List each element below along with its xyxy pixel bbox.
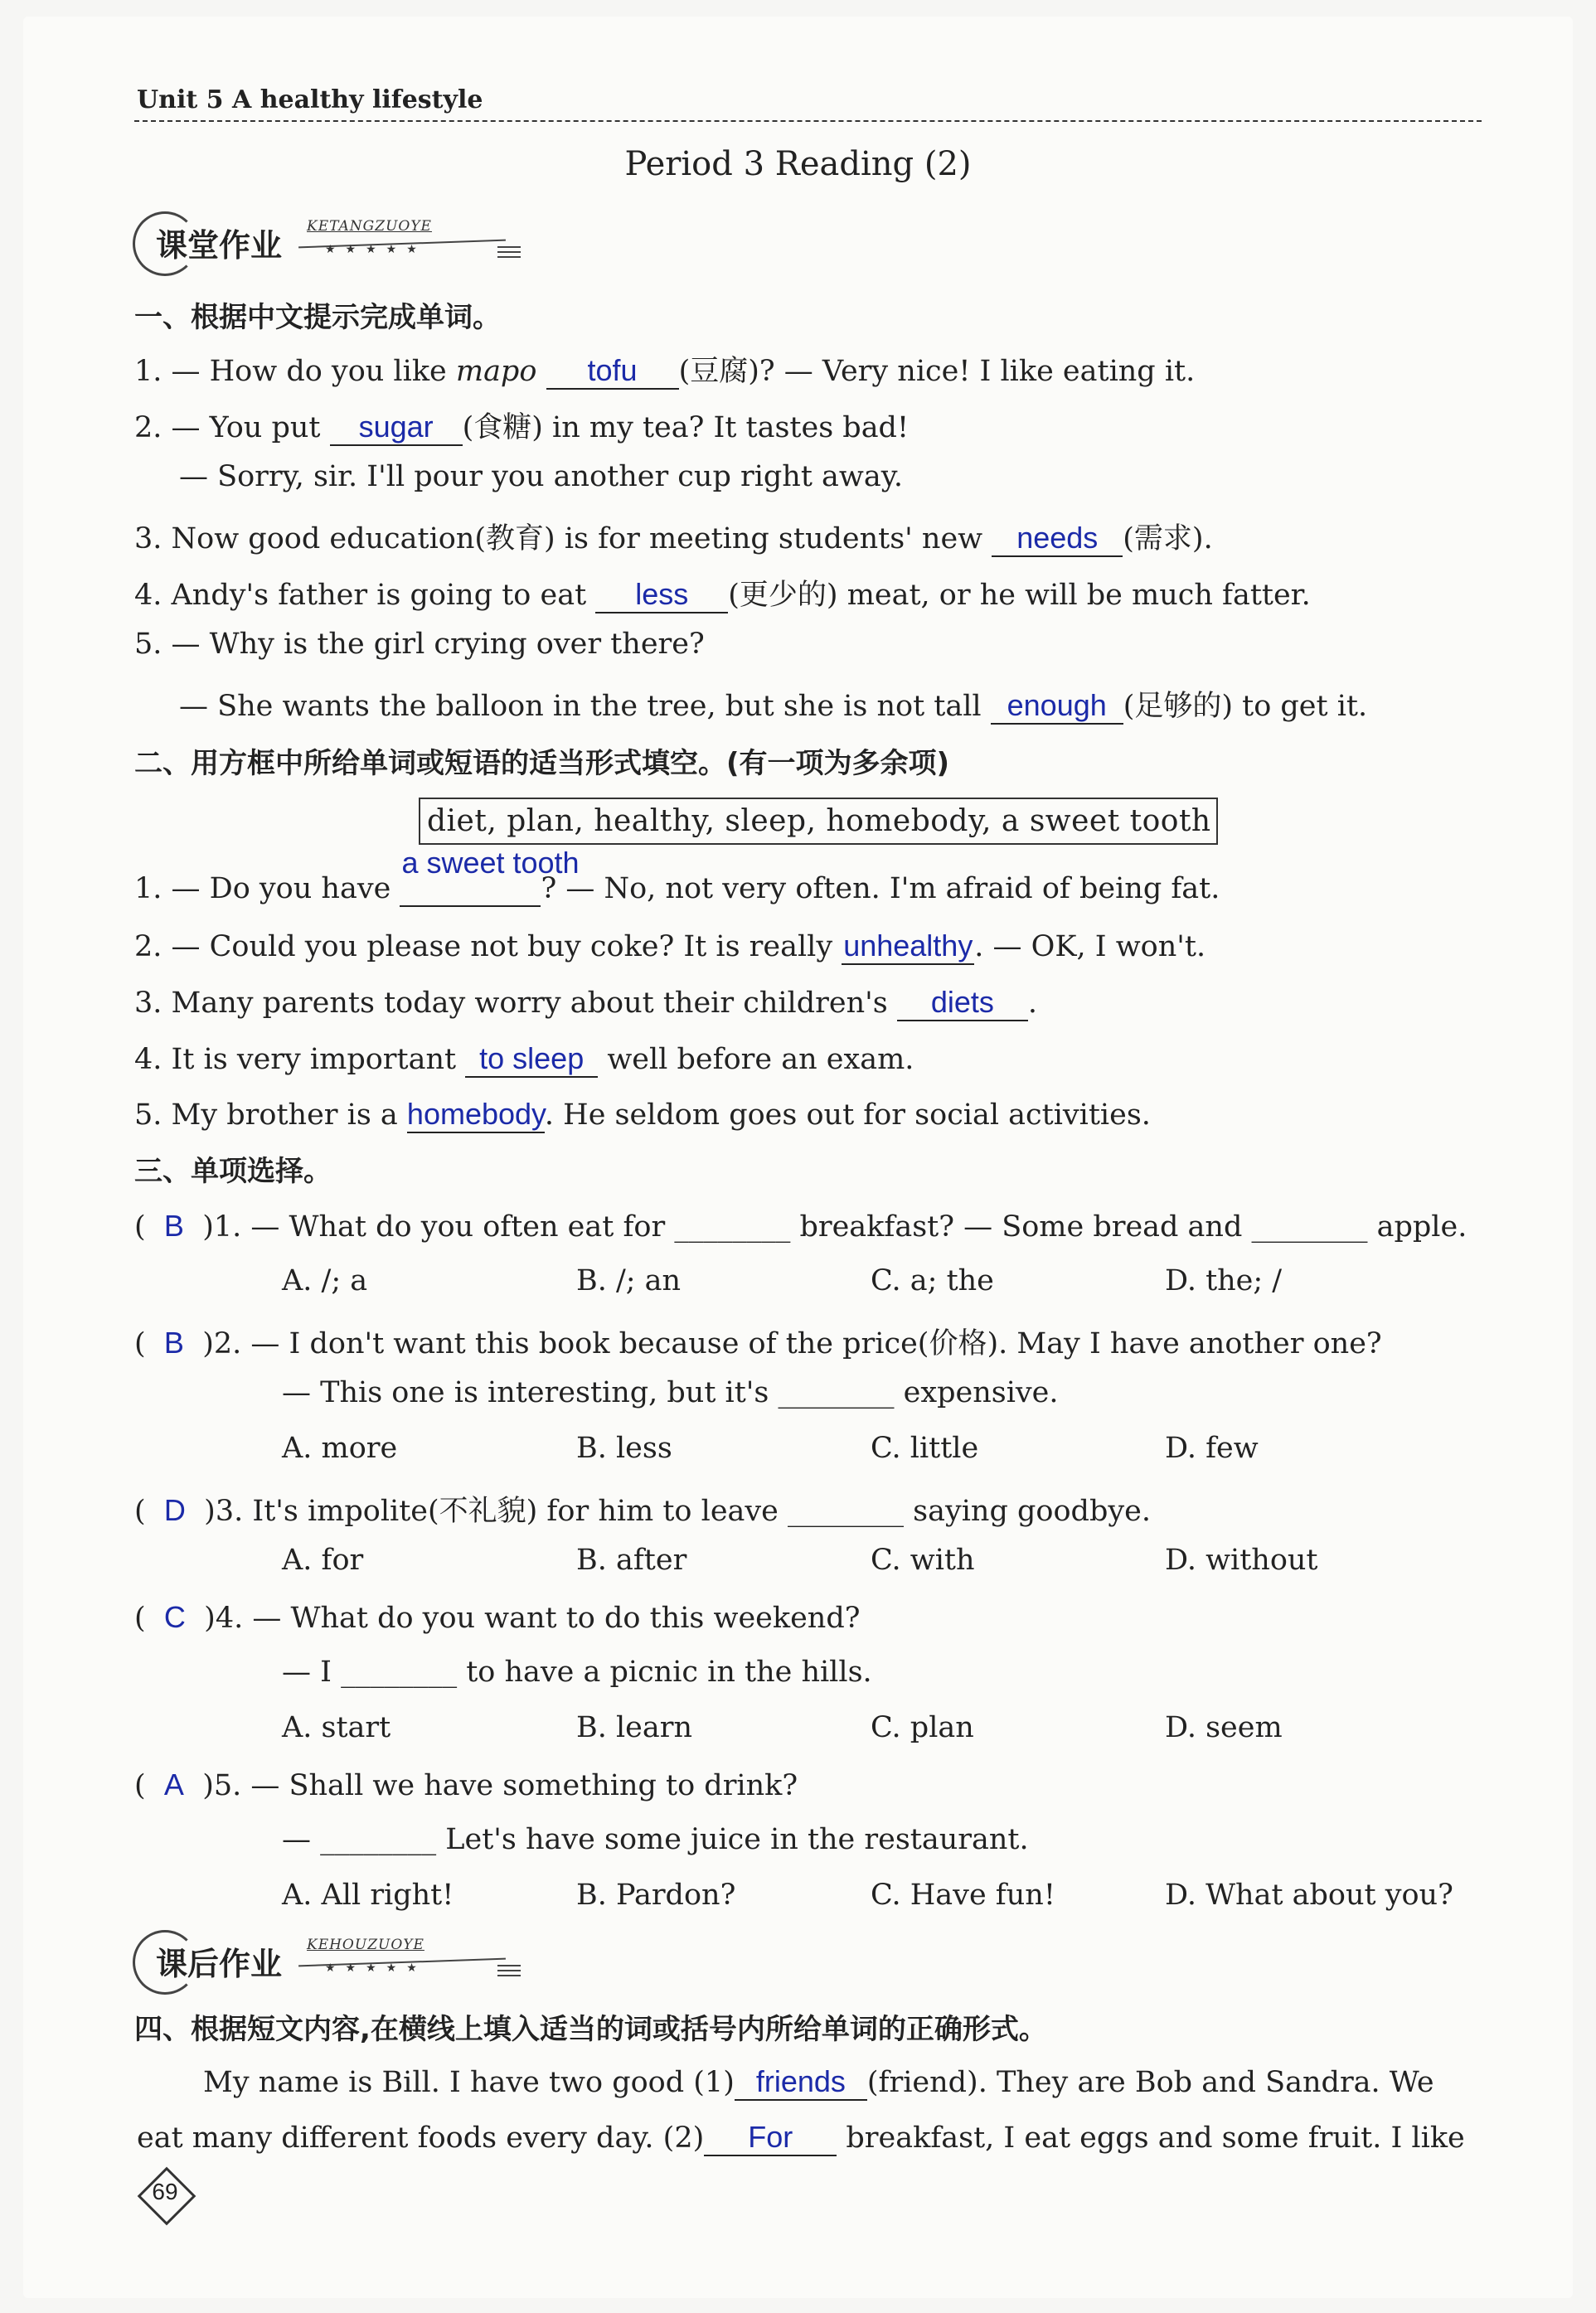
s2-question-4 xyxy=(134,1041,914,1078)
mc-q4-option-c[interactable]: C. plan xyxy=(871,1711,974,1744)
section-heading-4: 四、根据短文内容,在横线上填入适当的词或括号内所给单词的正确形式。 xyxy=(134,2013,1047,2046)
mc-q2-option-b[interactable]: B. less xyxy=(576,1432,672,1465)
s1-q3-pre: 3. Now good education(教育) is for meeting students' new xyxy=(134,522,992,555)
s2-q3-answer: diets xyxy=(930,985,994,1019)
s1-q1-blank[interactable] xyxy=(546,353,679,390)
classwork-banner xyxy=(133,211,531,278)
mc-q2-option-a[interactable]: A. more xyxy=(282,1432,398,1465)
s2-q2-answer: unhealthy xyxy=(843,929,973,963)
mc-q2-answer[interactable]: B xyxy=(163,1326,184,1360)
s2-q3-blank[interactable] xyxy=(897,985,1028,1021)
word-box: diet, plan, healthy, sleep, homebody, a sweet tooth xyxy=(419,798,1218,845)
s2-question-5 xyxy=(134,1097,1151,1133)
s1-question-2 xyxy=(134,405,909,446)
mc-q3-answer[interactable]: D xyxy=(163,1493,186,1527)
page-number: 69 xyxy=(152,2179,178,2204)
banner-label: 课堂作业 xyxy=(156,227,283,264)
mc-q3-option-d[interactable]: D. without xyxy=(1165,1544,1318,1577)
s1-q4-blank[interactable] xyxy=(595,577,728,613)
section-heading-1: 一、根据中文提示完成单词。 xyxy=(134,301,501,334)
mc-q1-text: — What do you often eat for ________ breakfast? — Some bread and ________ apple. xyxy=(250,1210,1467,1244)
s1-q3-post: (需求). xyxy=(1123,522,1213,555)
mc-q5-option-a[interactable]: A. All right! xyxy=(282,1879,454,1912)
passage-blank-2[interactable] xyxy=(704,2120,837,2156)
mc-question-2: ( B )2. — I don't want this book because of the price(价格). May I have another one? xyxy=(134,1326,1382,1360)
mc-q3-text: It's impolite(不礼貌) for him to leave ________ saying goodbye. xyxy=(252,1495,1151,1528)
mc-q5-option-b[interactable]: B. Pardon? xyxy=(576,1879,736,1912)
s1-question-1 xyxy=(134,348,1195,390)
mc-q5-extra: — ________ Let's have some juice in the restaurant. xyxy=(282,1823,1029,1856)
s1-question-4 xyxy=(134,572,1311,613)
s2-q5-post: . He seldom goes out for social activities. xyxy=(544,1098,1151,1132)
s2-question-1 xyxy=(134,846,1220,907)
mc-q4-text: — What do you want to do this weekend? xyxy=(252,1602,861,1635)
s2-q1-pre: 1. — Do you have xyxy=(134,872,400,905)
s1-question-3 xyxy=(134,516,1213,557)
s1-q2-answer: sugar xyxy=(358,410,434,444)
s1-q2-blank[interactable] xyxy=(330,410,463,446)
mc-question-5: ( A )5. — Shall we have something to drink? xyxy=(134,1767,798,1802)
s2-q5-pre: 5. My brother is a xyxy=(134,1098,407,1132)
s2-q3-post: . xyxy=(1027,987,1037,1020)
mc-q2-option-c[interactable]: C. little xyxy=(871,1432,979,1465)
s2-question-3 xyxy=(134,985,1037,1021)
passage-1-post: (friend). They are Bob and Sandra. We xyxy=(866,2066,1434,2099)
banner-label: 课后作业 xyxy=(156,1946,283,1982)
s1-q4-pre: 4. Andy's father is going to eat xyxy=(134,579,596,612)
s1-q1-answer: tofu xyxy=(587,353,638,387)
mc-q2-text: — I don't want this book because of the price(价格). May I have another one? xyxy=(250,1327,1382,1360)
s1-q5-post: (足够的) to get it. xyxy=(1123,690,1368,723)
banner-bars-icon xyxy=(497,246,521,261)
mc-q4-option-d[interactable]: D. seem xyxy=(1165,1711,1283,1744)
mc-q3-option-c[interactable]: C. with xyxy=(871,1544,975,1577)
banner-stars: ★★★★★ xyxy=(325,243,427,256)
passage-line-2 xyxy=(137,2120,1465,2156)
passage-answer-1: friends xyxy=(755,2064,846,2098)
s2-q1-blank[interactable] xyxy=(400,846,580,907)
mc-q5-num: )5. xyxy=(202,1769,242,1802)
mc-question-3: ( D )3. It's impolite(不礼貌) for him to leave ________ saying goodbye. xyxy=(134,1493,1151,1528)
s1-q2-pre: 2. — You put xyxy=(134,411,330,444)
mc-q2-num: )2. xyxy=(202,1327,242,1360)
mc-q5-option-d[interactable]: D. What about you? xyxy=(1165,1879,1453,1912)
banner-stars: ★★★★★ xyxy=(325,1961,427,1975)
mc-q2-option-d[interactable]: D. few xyxy=(1165,1432,1259,1465)
s2-q4-blank[interactable] xyxy=(465,1041,598,1078)
homework-banner xyxy=(133,1930,531,1996)
s1-q3-blank[interactable] xyxy=(992,521,1123,557)
passage-line-1 xyxy=(203,2064,1434,2101)
mc-q3-option-a[interactable]: A. for xyxy=(282,1544,364,1577)
mc-q1-option-a[interactable]: A. /; a xyxy=(282,1264,368,1297)
page-number-badge xyxy=(141,2170,189,2218)
section-heading-3: 三、单项选择。 xyxy=(134,1155,332,1188)
mc-q4-extra: — I ________ to have a picnic in the hills. xyxy=(282,1656,872,1689)
s1-q2-post: (食糖) in my tea? It tastes bad! xyxy=(462,411,910,444)
s1-q5-blank[interactable] xyxy=(991,688,1123,725)
passage-answer-2: For xyxy=(748,2120,793,2154)
mc-question-4: ( C )4. — What do you want to do this weekend? xyxy=(134,1600,861,1635)
s2-q1-answer: a sweet tooth xyxy=(401,846,580,880)
passage-1-pre: My name is Bill. I have two good (1) xyxy=(203,2066,735,2099)
s1-q1-italic: mapo xyxy=(455,355,537,388)
mc-q3-option-b[interactable]: B. after xyxy=(576,1544,687,1577)
s2-q4-pre: 4. It is very important xyxy=(134,1043,466,1076)
s2-q1-post: ? — No, not very often. I'm afraid of being fat. xyxy=(541,872,1220,905)
mc-q4-num: )4. xyxy=(204,1602,244,1635)
passage-blank-1[interactable] xyxy=(735,2064,867,2101)
unit-header: Unit 5 A healthy lifestyle xyxy=(137,85,483,114)
mc-q1-option-b[interactable]: B. /; an xyxy=(576,1264,682,1297)
s2-q4-post: well before an exam. xyxy=(598,1043,914,1076)
s1-q4-post: (更少的) meat, or he will be much fatter. xyxy=(728,579,1311,612)
s2-q2-pre: 2. — Could you please not buy coke? It is really xyxy=(134,930,842,963)
passage-2-pre: eat many different foods every day. (2) xyxy=(137,2121,705,2155)
mc-q2-extra: — This one is interesting, but it's ________ expensive. xyxy=(282,1376,1059,1409)
s1-q5-pre: — She wants the balloon in the tree, but she is not tall xyxy=(179,690,991,723)
s1-q5-answer: enough xyxy=(1007,688,1107,722)
section-heading-2: 二、用方框中所给单词或短语的适当形式填空。(有一项为多余项) xyxy=(134,747,950,780)
s1-question-2-reply: — Sorry, sir. I'll pour you another cup right away. xyxy=(179,460,903,493)
header-divider xyxy=(134,120,1482,122)
mc-q5-option-c[interactable]: C. Have fun! xyxy=(871,1879,1055,1912)
s2-q2-post: . — OK, I won't. xyxy=(974,930,1206,963)
mc-question-1: ( B )1. — What do you often eat for ________ breakfast? — Some bread and ________ apple. xyxy=(134,1209,1467,1244)
s1-q3-answer: needs xyxy=(1016,521,1099,555)
s2-q3-pre: 3. Many parents today worry about their children's xyxy=(134,987,897,1020)
passage-2-post: breakfast, I eat eggs and some fruit. I like xyxy=(837,2121,1465,2155)
s2-q5-answer: homebody xyxy=(406,1097,547,1131)
mc-q5-answer[interactable]: A xyxy=(163,1767,184,1801)
mc-q4-option-b[interactable]: B. learn xyxy=(576,1711,693,1744)
page-title: Period 3 Reading (2) xyxy=(624,145,972,183)
s2-q4-answer: to sleep xyxy=(479,1041,585,1075)
banner-bars-icon xyxy=(497,1965,521,1980)
s1-question-5-reply xyxy=(179,683,1367,725)
s2-q2-blank[interactable] xyxy=(842,929,974,965)
mc-q4-answer[interactable]: C xyxy=(163,1600,186,1634)
mc-q5-text: — Shall we have something to drink? xyxy=(250,1769,798,1802)
s1-q1-pre: 1. — How do you like xyxy=(134,355,456,388)
banner-pinyin: KEHOUZUOYE xyxy=(307,1937,424,1953)
s1-question-5: 5. — Why is the girl crying over there? xyxy=(134,628,705,661)
mc-q1-option-c[interactable]: C. a; the xyxy=(871,1264,994,1297)
s1-q1-post: (豆腐)? — Very nice! I like eating it. xyxy=(678,355,1196,388)
mc-q3-num: )3. xyxy=(204,1495,244,1528)
mc-q4-option-a[interactable]: A. start xyxy=(282,1711,391,1744)
s2-question-2 xyxy=(134,929,1205,965)
mc-q1-num: )1. xyxy=(202,1210,242,1244)
mc-q1-answer[interactable]: B xyxy=(163,1209,184,1243)
s2-q5-blank[interactable] xyxy=(407,1097,545,1133)
banner-pinyin: KETANGZUOYE xyxy=(307,218,432,235)
mc-q1-option-d[interactable]: D. the; / xyxy=(1165,1264,1283,1297)
s1-q4-answer: less xyxy=(635,577,689,611)
